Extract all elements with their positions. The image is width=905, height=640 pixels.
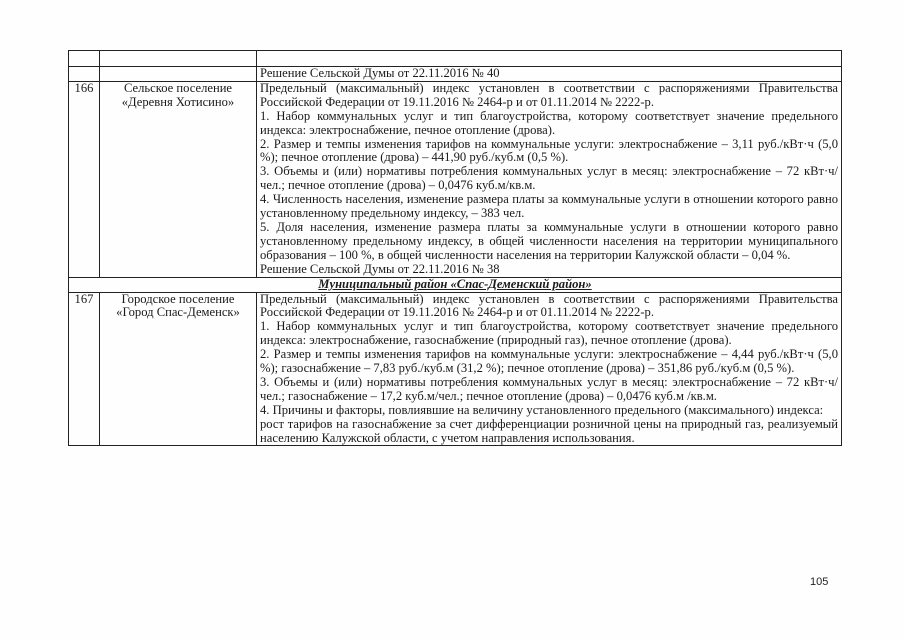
settlement-title: «Деревня Хотисино» <box>121 94 235 109</box>
paragraph: Предельный (максимальный) индекс установлен в соответствии с распоряжениями Правительства Российской Федерации от 19.11.2016 № 2464-р и от 01.11.2014 № 2222-р. <box>260 80 838 109</box>
paragraph: 2. Размер и темпы изменения тарифов на коммунальные услуги: электроснабжение – 3,11 руб./кВт·ч (5,0 %); печное отопление (дрова) – 441,90 руб./куб.м (0,5 %). <box>260 136 838 165</box>
page-number: 105 <box>810 576 829 588</box>
district-heading <box>69 277 842 292</box>
row-number: 167 <box>69 292 100 446</box>
row-number: 166 <box>69 81 100 277</box>
table-row-prev-tail <box>69 67 842 82</box>
paragraph: 1. Набор коммунальных услуг и тип благоустройства, которому соответствует значение предельного индекса: электроснабжение, печное отопление (дрова). <box>260 108 838 137</box>
district-heading-text: Муниципальный район «Спас-Деменский район» <box>318 276 592 291</box>
table-row-167 <box>69 292 842 446</box>
tariff-index-table <box>68 50 842 446</box>
table-row-166 <box>69 81 842 277</box>
paragraph: 4. Численность населения, изменение размера платы за коммунальные услуги в отношении которого равно установленному предельному индексу, – 383 чел. <box>260 192 838 221</box>
paragraph: 3. Объемы и (или) нормативы потребления коммунальных услуг в месяц: электроснабжение – 72 кВт·ч/чел.; газоснабжение – 17,2 куб.м/чел.; печное отопление (дрова) – 0,0476 куб.м /кв.м. <box>260 374 838 403</box>
settlement-type: Сельское поселение <box>123 80 233 95</box>
settlement-name <box>100 81 257 277</box>
cell-num-empty <box>69 51 100 67</box>
section-header-row <box>69 277 842 292</box>
paragraph: 3. Объемы и (или) нормативы потребления коммунальных услуг в месяц: электроснабжение – 72 кВт·ч/чел.; печное отопление (дрова) – 0,0476 куб.м/кв.м. <box>260 164 838 193</box>
cell-decision-text: Решение Сельской Думы от 22.11.2016 № 40 <box>257 67 842 82</box>
cell-name-empty <box>100 51 257 67</box>
settlement-title: «Город Спас-Деменск» <box>116 305 240 320</box>
table-row-top <box>69 51 842 67</box>
cell-name <box>100 67 257 82</box>
paragraph: 2. Размер и темпы изменения тарифов на коммунальные услуги: электроснабжение – 4,44 руб./кВт·ч (5,0 %); газоснабжение – 7,83 руб./куб.м (31,2 %); печное отопление (дрова) – 351,86 руб./куб.м (0,5 %). <box>260 347 838 376</box>
paragraph: рост тарифов на газоснабжение за счет дифференциации розничной цены на природный газ, реализуемый населению Калужской области, с учетом направления использования. <box>260 416 838 445</box>
paragraph: 1. Набор коммунальных услуг и тип благоустройства, которому соответствует значение предельного индекса: электроснабжение, газоснабжение (природный газ), печное отопление (дрова). <box>260 319 838 348</box>
decision-reference: Решение Сельской Думы от 22.11.2016 № 38 <box>260 261 500 276</box>
cell-text-empty <box>257 51 842 67</box>
cell-num <box>69 67 100 82</box>
paragraph: 4. Причины и факторы, повлиявшие на величину установленного предельного (максимального) индекса: <box>260 402 824 417</box>
paragraph: Предельный (максимальный) индекс установлен в соответствии с распоряжениями Правительства Российской Федерации от 19.11.2016 № 2464-р и от 01.11.2014 № 2222-р. <box>260 291 838 320</box>
paragraph: 5. Доля населения, изменение размера платы за коммунальные услуги в отношении которого равно установленному предельному индексу, в общей численности населения на территории муниципального образования – 100 %, в общей численности населения на территории Калужской области – 0,04 %. <box>260 219 838 262</box>
settlement-name <box>100 292 257 446</box>
index-description <box>257 292 842 446</box>
settlement-type: Городское поселение <box>121 291 235 306</box>
index-description <box>257 81 842 277</box>
